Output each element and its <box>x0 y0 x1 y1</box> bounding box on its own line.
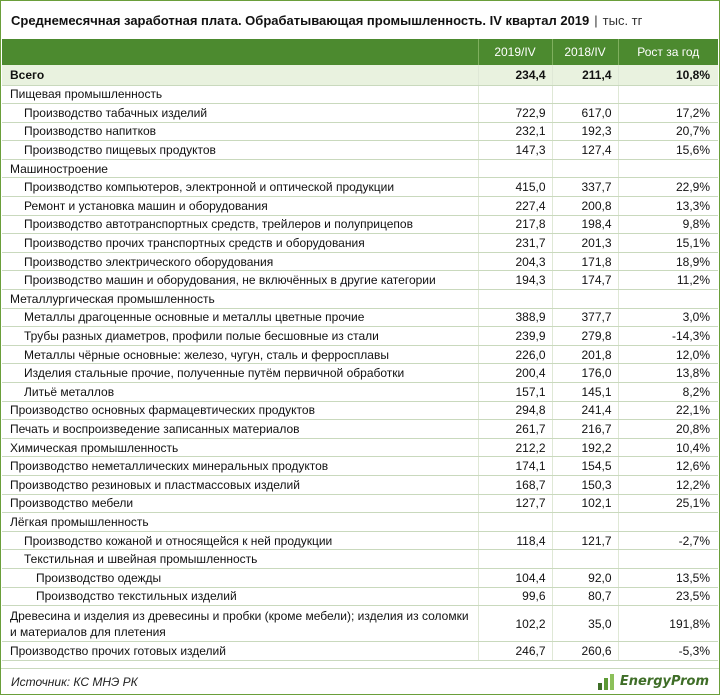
row-value-2018 <box>552 513 618 532</box>
row-value-2019 <box>478 85 552 104</box>
row-name: Производство кожаной и относящейся к ней продукции <box>2 531 478 550</box>
table-row <box>2 327 718 346</box>
row-value-2019: 227,4 <box>478 197 552 216</box>
row-name: Печать и воспроизведение записанных материалов <box>2 420 478 439</box>
row-value-2019: 722,9 <box>478 104 552 123</box>
table-row-group <box>2 85 718 104</box>
row-value-2019 <box>478 159 552 178</box>
row-growth: 10,4% <box>618 438 718 457</box>
table-row <box>2 252 718 271</box>
table-row <box>2 178 718 197</box>
row-value-2018: 102,1 <box>552 494 618 513</box>
row-value-2018: 216,7 <box>552 420 618 439</box>
table-row <box>2 364 718 383</box>
table-row <box>2 234 718 253</box>
row-name: Производство автотранспортных средств, трейлеров и полуприцепов <box>2 215 478 234</box>
row-growth: 15,6% <box>618 141 718 160</box>
row-value-2018: 80,7 <box>552 587 618 606</box>
row-value-2018: 200,8 <box>552 197 618 216</box>
row-value-2019: 99,6 <box>478 587 552 606</box>
footer <box>1 668 719 694</box>
row-growth: 12,0% <box>618 345 718 364</box>
row-value-2019: 226,0 <box>478 345 552 364</box>
column-header-name <box>2 39 478 65</box>
row-growth: 22,1% <box>618 401 718 420</box>
row-value-2019: 194,3 <box>478 271 552 290</box>
row-value-2019: 157,1 <box>478 383 552 402</box>
row-name: Производство компьютеров, электронной и оптической продукции <box>2 178 478 197</box>
table-header-row <box>2 39 718 65</box>
energyprom-logo <box>597 673 709 691</box>
row-value-2018: 241,4 <box>552 401 618 420</box>
row-name: Производство табачных изделий <box>2 104 478 123</box>
row-value-2018: 35,0 <box>552 606 618 642</box>
row-value-2019 <box>478 550 552 569</box>
row-value-2018: 201,3 <box>552 234 618 253</box>
row-growth <box>618 290 718 309</box>
row-growth <box>618 550 718 569</box>
row-growth: 20,8% <box>618 420 718 439</box>
title-separator: | <box>594 12 598 28</box>
table-row <box>2 308 718 327</box>
row-name: Производство прочих готовых изделий <box>2 642 478 661</box>
row-value-2019: 232,1 <box>478 122 552 141</box>
row-growth: 13,8% <box>618 364 718 383</box>
row-growth: 17,2% <box>618 104 718 123</box>
row-growth <box>618 513 718 532</box>
column-header-2019: 2019/IV <box>478 39 552 65</box>
table-row <box>2 345 718 364</box>
row-value-2019: 294,8 <box>478 401 552 420</box>
row-name: Металлы драгоценные основные и металлы цветные прочие <box>2 308 478 327</box>
row-value-2019: 168,7 <box>478 475 552 494</box>
row-value-2019: 246,7 <box>478 642 552 661</box>
row-name: Изделия стальные прочие, полученные путём первичной обработки <box>2 364 478 383</box>
row-growth: 12,6% <box>618 457 718 476</box>
row-name: Лёгкая промышленность <box>2 513 478 532</box>
table-row <box>2 457 718 476</box>
row-name: Производство мебели <box>2 494 478 513</box>
row-value-2019: 239,9 <box>478 327 552 346</box>
row-name: Ремонт и установка машин и оборудования <box>2 197 478 216</box>
row-value-2018: 127,4 <box>552 141 618 160</box>
row-growth: 9,8% <box>618 215 718 234</box>
table-row <box>2 438 718 457</box>
row-name: Производство электрического оборудования <box>2 252 478 271</box>
table-row <box>2 271 718 290</box>
row-value-2019: 127,7 <box>478 494 552 513</box>
table-row <box>2 141 718 160</box>
row-value-2018: 211,4 <box>552 65 618 85</box>
row-value-2019: 388,9 <box>478 308 552 327</box>
row-value-2018: 198,4 <box>552 215 618 234</box>
row-growth: 25,1% <box>618 494 718 513</box>
row-growth: -2,7% <box>618 531 718 550</box>
row-growth: -5,3% <box>618 642 718 661</box>
row-name: Производство текстильных изделий <box>2 587 478 606</box>
row-growth: 22,9% <box>618 178 718 197</box>
row-name: Производство пищевых продуктов <box>2 141 478 160</box>
row-growth: 10,8% <box>618 65 718 85</box>
row-value-2018: 150,3 <box>552 475 618 494</box>
row-growth: 15,1% <box>618 234 718 253</box>
row-value-2019: 200,4 <box>478 364 552 383</box>
table-row <box>2 197 718 216</box>
row-name: Литьё металлов <box>2 383 478 402</box>
row-value-2018: 279,8 <box>552 327 618 346</box>
row-value-2018 <box>552 85 618 104</box>
row-value-2018 <box>552 159 618 178</box>
row-value-2018: 154,5 <box>552 457 618 476</box>
row-growth: 191,8% <box>618 606 718 642</box>
row-value-2018: 260,6 <box>552 642 618 661</box>
row-value-2018: 377,7 <box>552 308 618 327</box>
table-row-group <box>2 550 718 569</box>
energyprom-logo-icon <box>597 673 615 691</box>
row-value-2019: 261,7 <box>478 420 552 439</box>
table-row-group <box>2 159 718 178</box>
row-growth: 12,2% <box>618 475 718 494</box>
logo-text: EnergyProm <box>619 674 709 689</box>
row-value-2019 <box>478 290 552 309</box>
table-row <box>2 531 718 550</box>
row-value-2018: 171,8 <box>552 252 618 271</box>
row-name: Древесина и изделия из древесины и пробки (кроме мебели); изделия из соломки и материалов для плетения <box>2 606 478 642</box>
row-value-2019: 234,4 <box>478 65 552 85</box>
row-growth <box>618 159 718 178</box>
row-growth <box>618 85 718 104</box>
row-value-2018: 176,0 <box>552 364 618 383</box>
row-name: Всего <box>2 65 478 85</box>
row-value-2019: 102,2 <box>478 606 552 642</box>
row-value-2018 <box>552 550 618 569</box>
table-row <box>2 215 718 234</box>
row-growth: 20,7% <box>618 122 718 141</box>
table-row <box>2 383 718 402</box>
row-value-2019: 231,7 <box>478 234 552 253</box>
row-value-2018: 145,1 <box>552 383 618 402</box>
table-row <box>2 475 718 494</box>
row-name: Производство резиновых и пластмассовых изделий <box>2 475 478 494</box>
row-value-2019: 104,4 <box>478 568 552 587</box>
row-value-2018: 92,0 <box>552 568 618 587</box>
row-value-2018: 121,7 <box>552 531 618 550</box>
table-row-group <box>2 290 718 309</box>
table-row <box>2 568 718 587</box>
row-name: Производство неметаллических минеральных продуктов <box>2 457 478 476</box>
row-growth: 3,0% <box>618 308 718 327</box>
row-value-2019: 212,2 <box>478 438 552 457</box>
column-header-2018: 2018/IV <box>552 39 618 65</box>
table-row <box>2 587 718 606</box>
row-value-2018: 192,2 <box>552 438 618 457</box>
row-growth: 13,5% <box>618 568 718 587</box>
row-growth: 18,9% <box>618 252 718 271</box>
row-growth: -14,3% <box>618 327 718 346</box>
row-name: Текстильная и швейная промышленность <box>2 550 478 569</box>
title-bar <box>1 1 719 39</box>
row-value-2019: 217,8 <box>478 215 552 234</box>
row-growth: 23,5% <box>618 587 718 606</box>
row-name: Химическая промышленность <box>2 438 478 457</box>
table-row <box>2 401 718 420</box>
source-note: Источник: КС МНЭ РК <box>11 674 138 689</box>
row-name: Трубы разных диаметров, профили полые бесшовные из стали <box>2 327 478 346</box>
table-row <box>2 642 718 661</box>
row-value-2018: 617,0 <box>552 104 618 123</box>
table-row <box>2 420 718 439</box>
row-value-2018: 201,8 <box>552 345 618 364</box>
table-row-total <box>2 65 718 85</box>
row-name: Металлы чёрные основные: железо, чугун, сталь и ферросплавы <box>2 345 478 364</box>
row-name: Производство прочих транспортных средств и оборудования <box>2 234 478 253</box>
row-value-2019: 204,3 <box>478 252 552 271</box>
unit-label: тыс. тг <box>602 12 643 28</box>
row-value-2018: 174,7 <box>552 271 618 290</box>
column-header-growth: Рост за год <box>618 39 718 65</box>
row-growth: 13,3% <box>618 197 718 216</box>
row-value-2019: 174,1 <box>478 457 552 476</box>
table-row-group <box>2 513 718 532</box>
salary-table <box>2 39 718 661</box>
row-value-2018: 192,3 <box>552 122 618 141</box>
page-title: Среднемесячная заработная плата. Обрабатывающая промышленность. IV квартал 2019 <box>11 12 590 28</box>
row-value-2019: 118,4 <box>478 531 552 550</box>
table-row <box>2 494 718 513</box>
row-name: Пищевая промышленность <box>2 85 478 104</box>
row-value-2018: 337,7 <box>552 178 618 197</box>
table-row <box>2 606 718 642</box>
row-name: Производство машин и оборудования, не включённых в другие категории <box>2 271 478 290</box>
row-value-2019: 415,0 <box>478 178 552 197</box>
table-row <box>2 104 718 123</box>
row-name: Металлургическая промышленность <box>2 290 478 309</box>
row-name: Машиностроение <box>2 159 478 178</box>
table-row <box>2 122 718 141</box>
row-name: Производство основных фармацевтических продуктов <box>2 401 478 420</box>
row-name: Производство напитков <box>2 122 478 141</box>
row-value-2018 <box>552 290 618 309</box>
row-name: Производство одежды <box>2 568 478 587</box>
row-growth: 11,2% <box>618 271 718 290</box>
row-value-2019 <box>478 513 552 532</box>
row-growth: 8,2% <box>618 383 718 402</box>
row-value-2019: 147,3 <box>478 141 552 160</box>
